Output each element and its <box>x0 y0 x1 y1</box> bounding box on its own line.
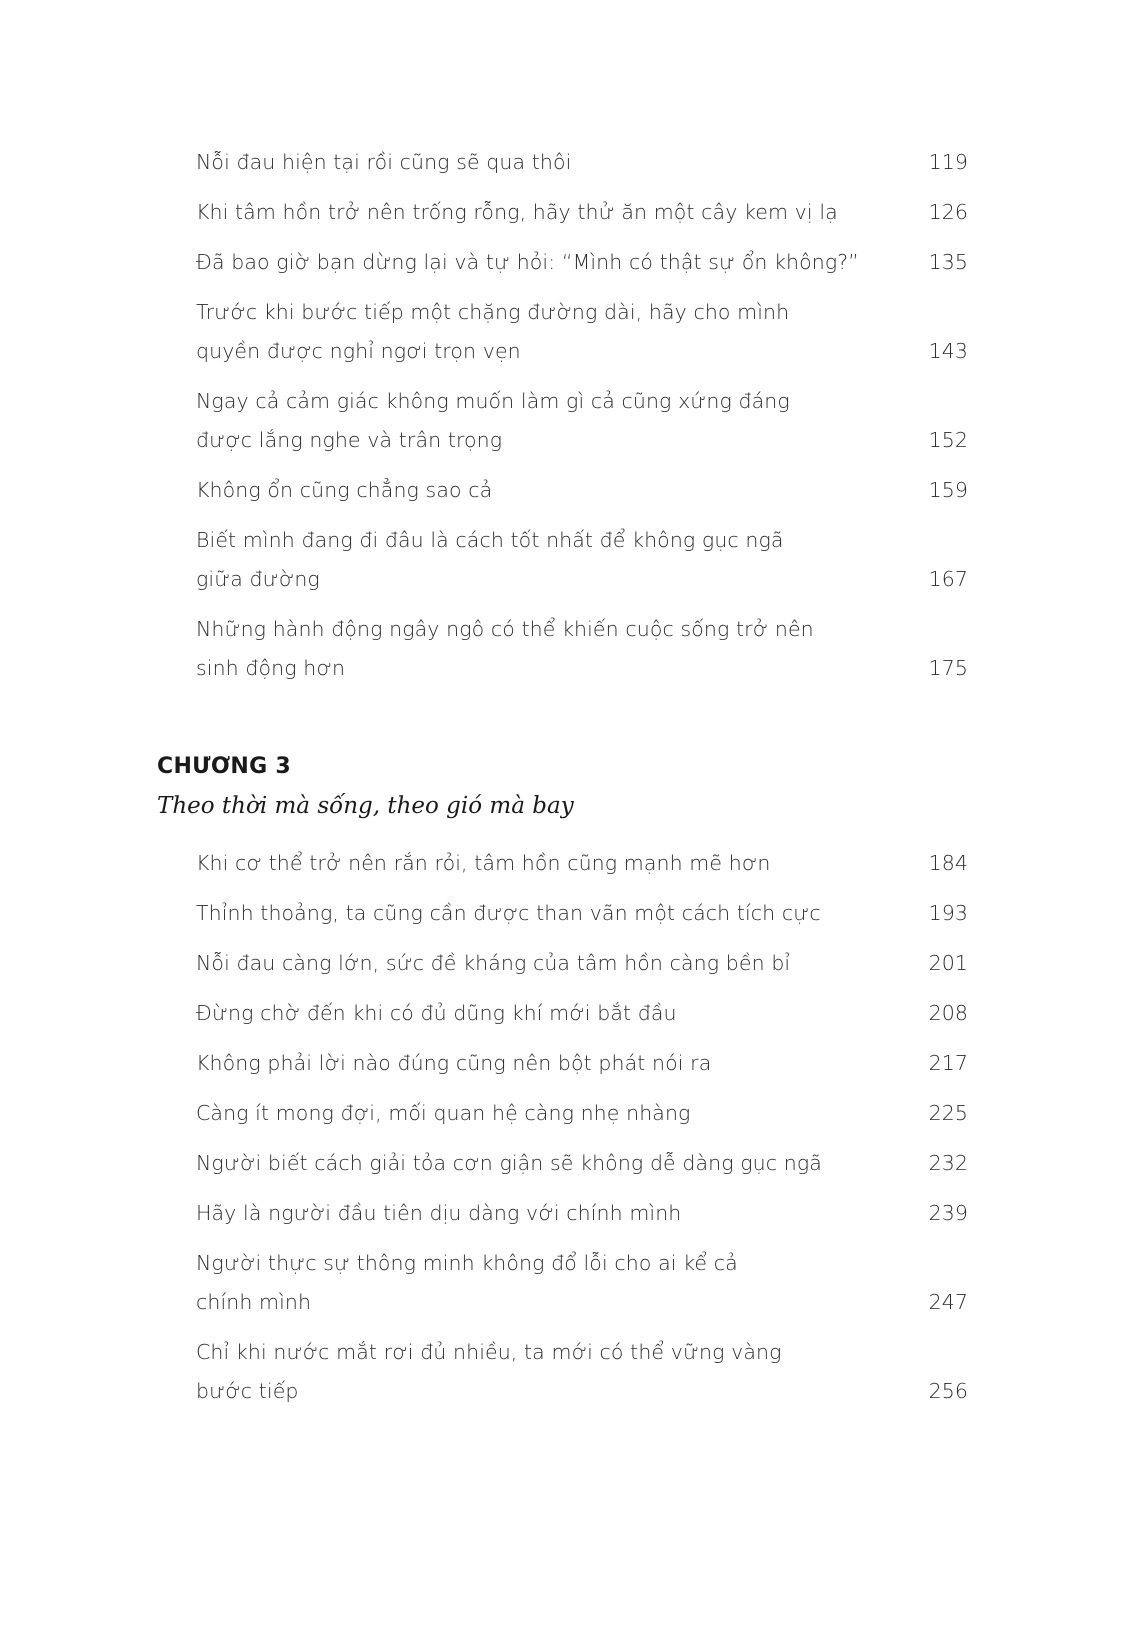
toc-entry-page-number: 119 <box>928 150 968 174</box>
chapter-heading: CHƯƠNG 3 <box>157 754 291 779</box>
toc-list-chapter-3 <box>196 844 968 1422</box>
toc-entry-title: Biết mình đang đi đâu là cách tốt nhất để không gục ngã giữa đường <box>196 528 784 591</box>
toc-entry[interactable] <box>196 1144 968 1183</box>
toc-entry-page-number: 152 <box>928 428 968 452</box>
toc-list-chapter-2-continued <box>196 143 968 699</box>
toc-entry-page-number: 225 <box>928 1101 968 1125</box>
toc-entry-title: Không phải lời nào đúng cũng nên bột phát nói ra <box>196 1051 712 1075</box>
toc-entry-page-number: 239 <box>928 1201 968 1225</box>
toc-entry[interactable] <box>196 471 968 510</box>
toc-entry[interactable] <box>196 382 968 460</box>
toc-entry[interactable] <box>196 610 968 688</box>
toc-entry[interactable] <box>196 894 968 933</box>
toc-entry-title: Trước khi bước tiếp một chặng đường dài, hãy cho mình quyền được nghỉ ngơi trọn vẹn <box>196 300 790 363</box>
toc-entry[interactable] <box>196 243 968 282</box>
toc-entry-title: Đừng chờ đến khi có đủ dũng khí mới bắt đầu <box>196 1001 677 1025</box>
toc-entry[interactable] <box>196 994 968 1033</box>
toc-entry-title: Nỗi đau hiện tại rồi cũng sẽ qua thôi <box>196 150 572 174</box>
toc-entry-title: Hãy là người đầu tiên dịu dàng với chính mình <box>196 1201 682 1225</box>
toc-entry-page-number: 217 <box>928 1051 968 1075</box>
toc-entry-title: Nỗi đau càng lớn, sức đề kháng của tâm hồn càng bền bỉ <box>196 951 791 975</box>
toc-entry-title: Người thực sự thông minh không đổ lỗi cho ai kể cả chính mình <box>196 1251 738 1314</box>
toc-entry[interactable] <box>196 1194 968 1233</box>
toc-entry-page-number: 159 <box>928 478 968 502</box>
toc-entry[interactable] <box>196 1244 968 1322</box>
toc-entry-page-number: 208 <box>928 1001 968 1025</box>
toc-entry-title: Không ổn cũng chẳng sao cả <box>196 478 493 502</box>
toc-entry-page-number: 143 <box>928 339 968 363</box>
toc-entry-page-number: 232 <box>928 1151 968 1175</box>
toc-entry[interactable] <box>196 1044 968 1083</box>
toc-entry[interactable] <box>196 1094 968 1133</box>
toc-entry[interactable] <box>196 143 968 182</box>
toc-entry-page-number: 247 <box>928 1290 968 1314</box>
toc-entry-page-number: 201 <box>928 951 968 975</box>
toc-entry-title: Những hành động ngây ngô có thể khiến cuộc sống trở nên sinh động hơn <box>196 617 814 680</box>
toc-entry-page-number: 135 <box>928 250 968 274</box>
toc-entry[interactable] <box>196 521 968 599</box>
toc-entry-page-number: 193 <box>928 901 968 925</box>
toc-entry[interactable] <box>196 193 968 232</box>
toc-entry-title: Càng ít mong đợi, mối quan hệ càng nhẹ nhàng <box>196 1101 691 1125</box>
toc-entry-title: Chỉ khi nước mắt rơi đủ nhiều, ta mới có thể vững vàng bước tiếp <box>196 1340 782 1403</box>
toc-entry[interactable] <box>196 293 968 371</box>
toc-entry-page-number: 175 <box>928 656 968 680</box>
toc-entry-title: Thỉnh thoảng, ta cũng cần được than vãn một cách tích cực <box>196 901 821 925</box>
toc-entry[interactable] <box>196 1333 968 1411</box>
toc-entry-title: Khi cơ thể trở nên rắn rỏi, tâm hồn cũng mạnh mẽ hơn <box>196 851 771 875</box>
toc-entry-title: Ngay cả cảm giác không muốn làm gì cả cũng xứng đáng được lắng nghe và trân trọng <box>196 389 790 452</box>
toc-entry-page-number: 184 <box>928 851 968 875</box>
chapter-subtitle: Theo thời mà sống, theo gió mà bay <box>157 793 574 819</box>
toc-entry-title: Người biết cách giải tỏa cơn giận sẽ không dễ dàng gục ngã <box>196 1151 822 1175</box>
toc-entry-title: Khi tâm hồn trở nên trống rỗng, hãy thử ăn một cây kem vị lạ <box>196 200 838 224</box>
toc-entry[interactable] <box>196 944 968 983</box>
toc-entry-page-number: 167 <box>928 567 968 591</box>
toc-entry[interactable] <box>196 844 968 883</box>
toc-entry-page-number: 126 <box>928 200 968 224</box>
toc-entry-page-number: 256 <box>928 1379 968 1403</box>
toc-entry-title: Đã bao giờ bạn dừng lại và tự hỏi: “Mình có thật sự ổn không?” <box>196 250 859 274</box>
